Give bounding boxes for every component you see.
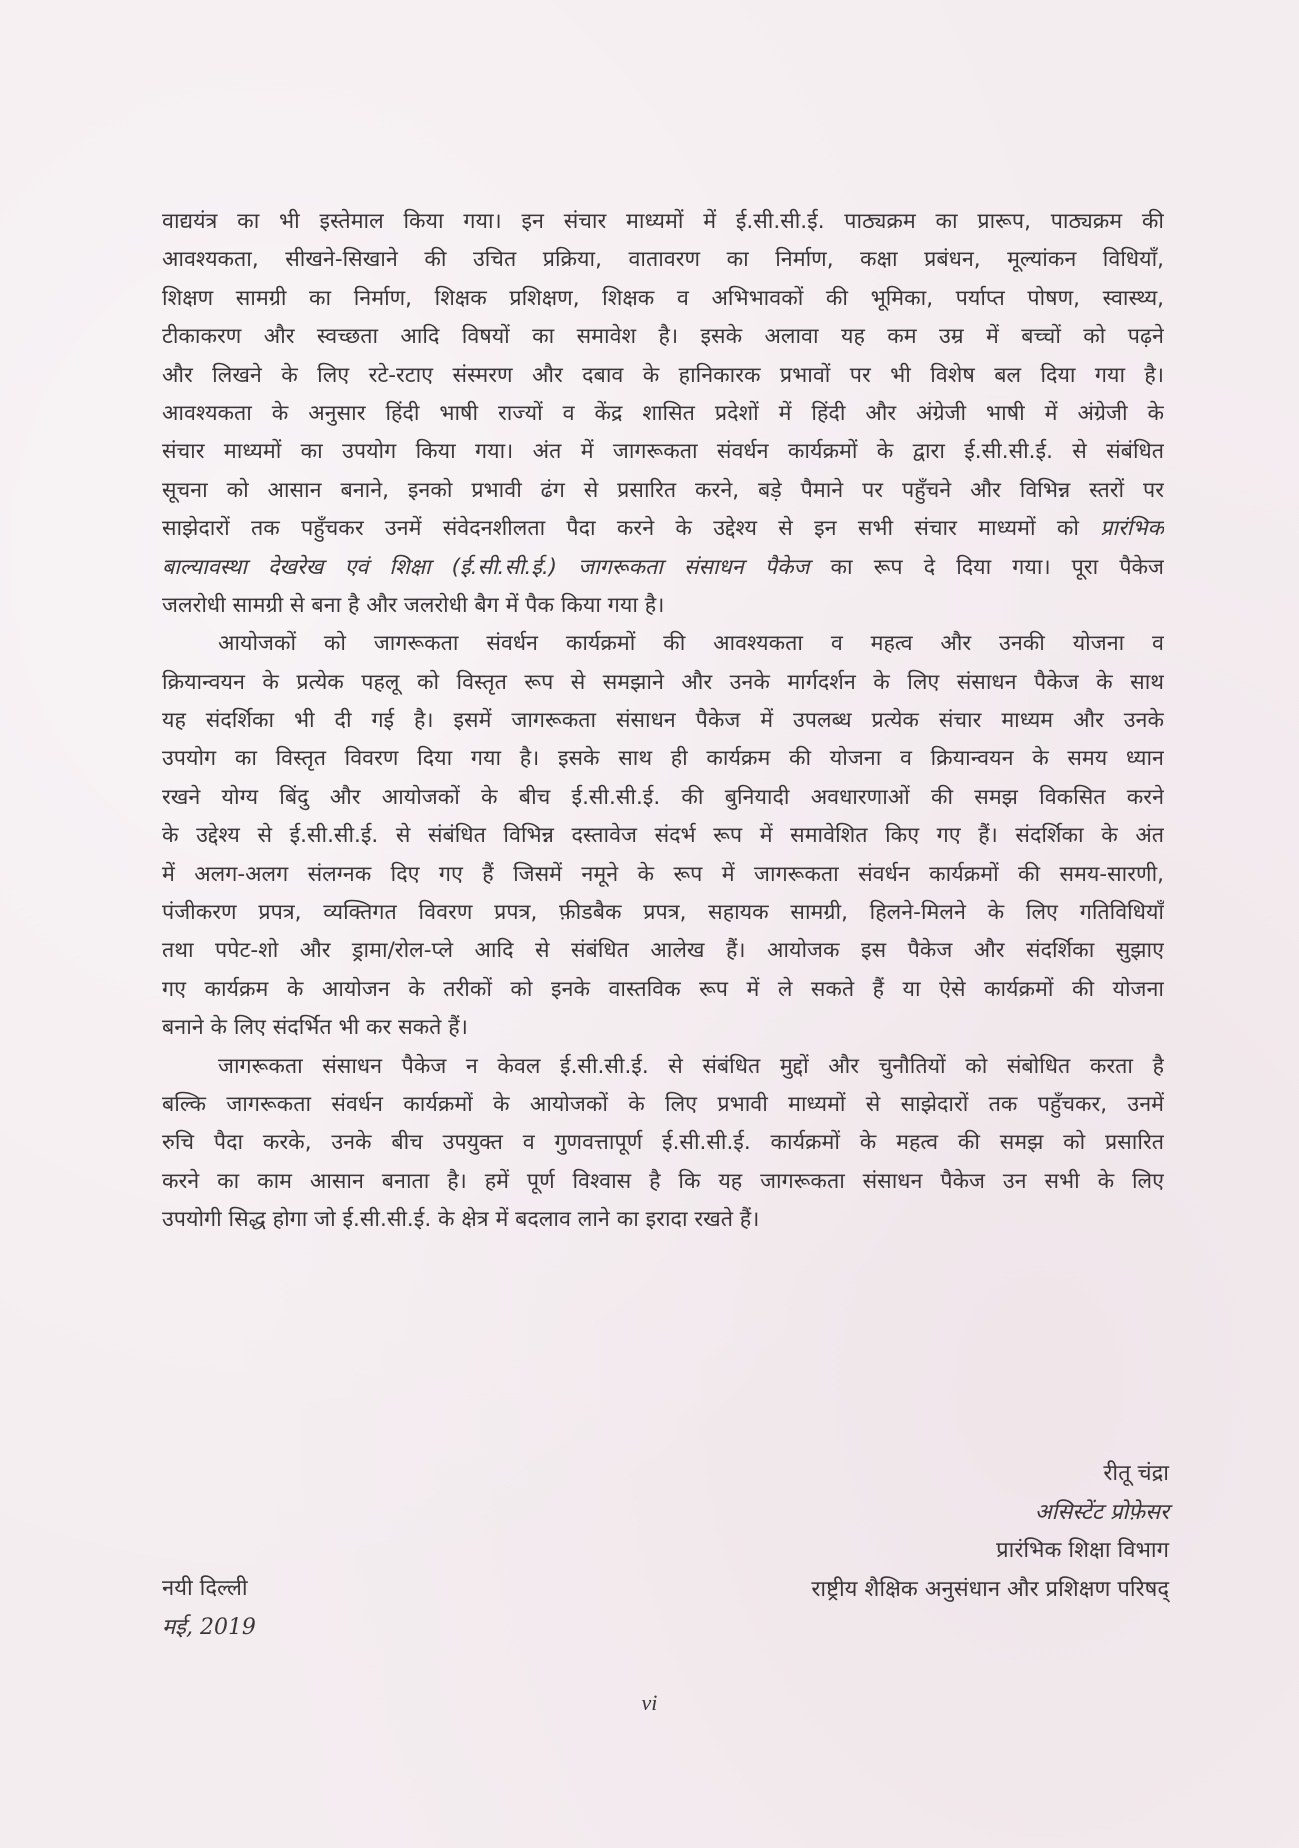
text-line: यह संदर्शिका भी दी गई है। इसमें जागरूकता संसाधन पैकेज में उपलब्ध प्रत्येक संचार माध्यम और उनके <box>162 708 1164 734</box>
text-line: रुचि पैदा करके, उनके बीच उपयुक्त व गुणवत्तापूर्ण ई.सी.सी.ई. कार्यक्रमों के महत्व की समझ को प्रसारित <box>162 1130 1164 1156</box>
text-line: जागरूकता संसाधन पैकेज न केवल ई.सी.सी.ई. से संबंधित मुद्दों और चुनौतियों को संबोधित करता है <box>218 1053 1164 1079</box>
author-department: प्रारंभिक शिक्षा विभाग <box>996 1538 1169 1563</box>
italic-title-segment: प्रारंभिक <box>1100 516 1164 542</box>
text-line: आवश्यकता, सीखने-सिखाने की उचित प्रक्रिया, वातावरण का निर्माण, कक्षा प्रबंधन, मूल्यांकन विधियाँ, <box>162 247 1164 273</box>
text-line: संचार माध्यमों का उपयोग किया गया। अंत में जागरूकता संवर्धन कार्यक्रमों के द्वारा ई.सी.सी.ई. से संबंधित <box>162 439 1164 465</box>
author-organization: राष्ट्रीय शैक्षिक अनुसंधान और प्रशिक्षण परिषद् <box>811 1576 1169 1602</box>
text-line: बल्कि जागरूकता संवर्धन कार्यक्रमों के आयोजकों के लिए प्रभावी माध्यमों से साझेदारों तक पहुँचकर, उनमें <box>162 1091 1164 1117</box>
text-line: में अलग-अलग संलग्नक दिए गए हैं जिसमें नमूने के रूप में जागरूकता संवर्धन कार्यक्रमों की समय-सारणी, <box>162 861 1164 887</box>
italic-title-segment: बाल्यावस्था देखरेख एवं शिक्षा (ई.सी.सी.ई.) जागरूकता संसाधन पैकेज <box>162 554 810 580</box>
text-line: के उद्देश्य से ई.सी.सी.ई. से संबंधित विभिन्न दस्तावेज संदर्भ रूप में समावेशित किए गए हैं। संदर्शिका के अंत <box>162 823 1164 849</box>
body-text <box>162 203 1164 1240</box>
author-name: रीतू चंद्रा <box>1103 1461 1169 1486</box>
paragraph-2 <box>162 625 1164 1047</box>
page-number: vi <box>641 1690 658 1715</box>
signature-block <box>811 1455 1169 1609</box>
text-line <box>162 549 1164 587</box>
text-line: पंजीकरण प्रपत्र, व्यक्तिगत विवरण प्रपत्र, फ़ीडबैक प्रपत्र, सहायक सामग्री, हिलने-मिलने के लिए गतिविधियाँ <box>162 900 1164 926</box>
date: मई, 2019 <box>162 1614 256 1640</box>
paragraph-3 <box>162 1048 1164 1240</box>
text-line: सूचना को आसान बनाने, इनको प्रभावी ढंग से प्रसारित करने, बड़े पैमाने पर पहुँचने और विभिन्न स्तरों पर <box>162 477 1164 503</box>
text-line: जलरोधी सामग्री से बना है और जलरोधी बैग में पैक किया गया है। <box>162 592 665 618</box>
text-segment: साझेदारों तक पहुँचकर उनमें संवेदनशीलता पैदा करने के उद्देश्य से इन सभी संचार माध्यमों को <box>162 516 1101 542</box>
text-line: उपयोगी सिद्ध होगा जो ई.सी.सी.ई. के क्षेत्र में बदलाव लाने का इरादा रखते हैं। <box>162 1207 760 1233</box>
text-line: शिक्षण सामग्री का निर्माण, शिक्षक प्रशिक्षण, शिक्षक व अभिभावकों की भूमिका, पर्याप्त पोषण, स्वास्थ्य, <box>162 285 1164 311</box>
text-line: क्रियान्वयन के प्रत्येक पहलू को विस्तृत रूप से समझाने और उनके मार्गदर्शन के लिए संसाधन पैकेज के साथ <box>162 669 1164 695</box>
text-line: बनाने के लिए संदर्भित भी कर सकते हैं। <box>162 1015 468 1041</box>
text-line: करने का काम आसान बनाता है। हमें पूर्ण विश्वास है कि यह जागरूकता संसाधन पैकेज उन सभी के लिए <box>162 1168 1164 1194</box>
paragraph-1 <box>162 203 1164 625</box>
text-line: गए कार्यक्रम के आयोजन के तरीकों को इनके वास्तविक रूप में ले सकते हैं या ऐसे कार्यक्रमों की योजना <box>162 976 1164 1002</box>
text-line: आयोजकों को जागरूकता संवर्धन कार्यक्रमों की आवश्यकता व महत्व और उनकी योजना व <box>218 631 1164 657</box>
place: नयी दिल्ली <box>162 1576 248 1601</box>
text-line: आवश्यकता के अनुसार हिंदी भाषी राज्यों व केंद्र शासित प्रदेशों में हिंदी और अंग्रेजी भाषी में अंग्रेजी के <box>162 400 1164 426</box>
text-segment: का रूप दे दिया गया। पूरा पैकेज <box>809 554 1164 580</box>
place-date-block <box>162 1570 256 1647</box>
text-line: और लिखने के लिए रटे-रटाए संस्मरण और दबाव के हानिकारक प्रभावों पर भी विशेष बल दिया गया है। <box>162 362 1164 388</box>
text-line: रखने योग्य बिंदु और आयोजकों के बीच ई.सी.सी.ई. की बुनियादी अवधारणाओं की समझ विकसित करने <box>162 784 1164 810</box>
text-line: तथा पपेट-शो और ड्रामा/रोल-प्ले आदि से संबंधित आलेख हैं। आयोजक इस पैकेज और संदर्शिका सुझाए <box>162 938 1164 964</box>
text-line <box>162 510 1164 548</box>
author-designation: असिस्टेंट प्रोफ़ेसर <box>1034 1499 1169 1525</box>
text-line: टीकाकरण और स्वच्छता आदि विषयों का समावेश है। इसके अलावा यह कम उम्र में बच्चों को पढ़ने <box>162 324 1164 350</box>
text-line: वाद्ययंत्र का भी इस्तेमाल किया गया। इन संचार माध्यमों में ई.सी.सी.ई. पाठ्यक्रम का प्रारूप, पाठ्यक्रम की <box>162 209 1164 234</box>
text-line: उपयोग का विस्तृत विवरण दिया गया है। इसके साथ ही कार्यक्रम की योजना व क्रियान्वयन के समय ध्यान <box>162 746 1164 772</box>
